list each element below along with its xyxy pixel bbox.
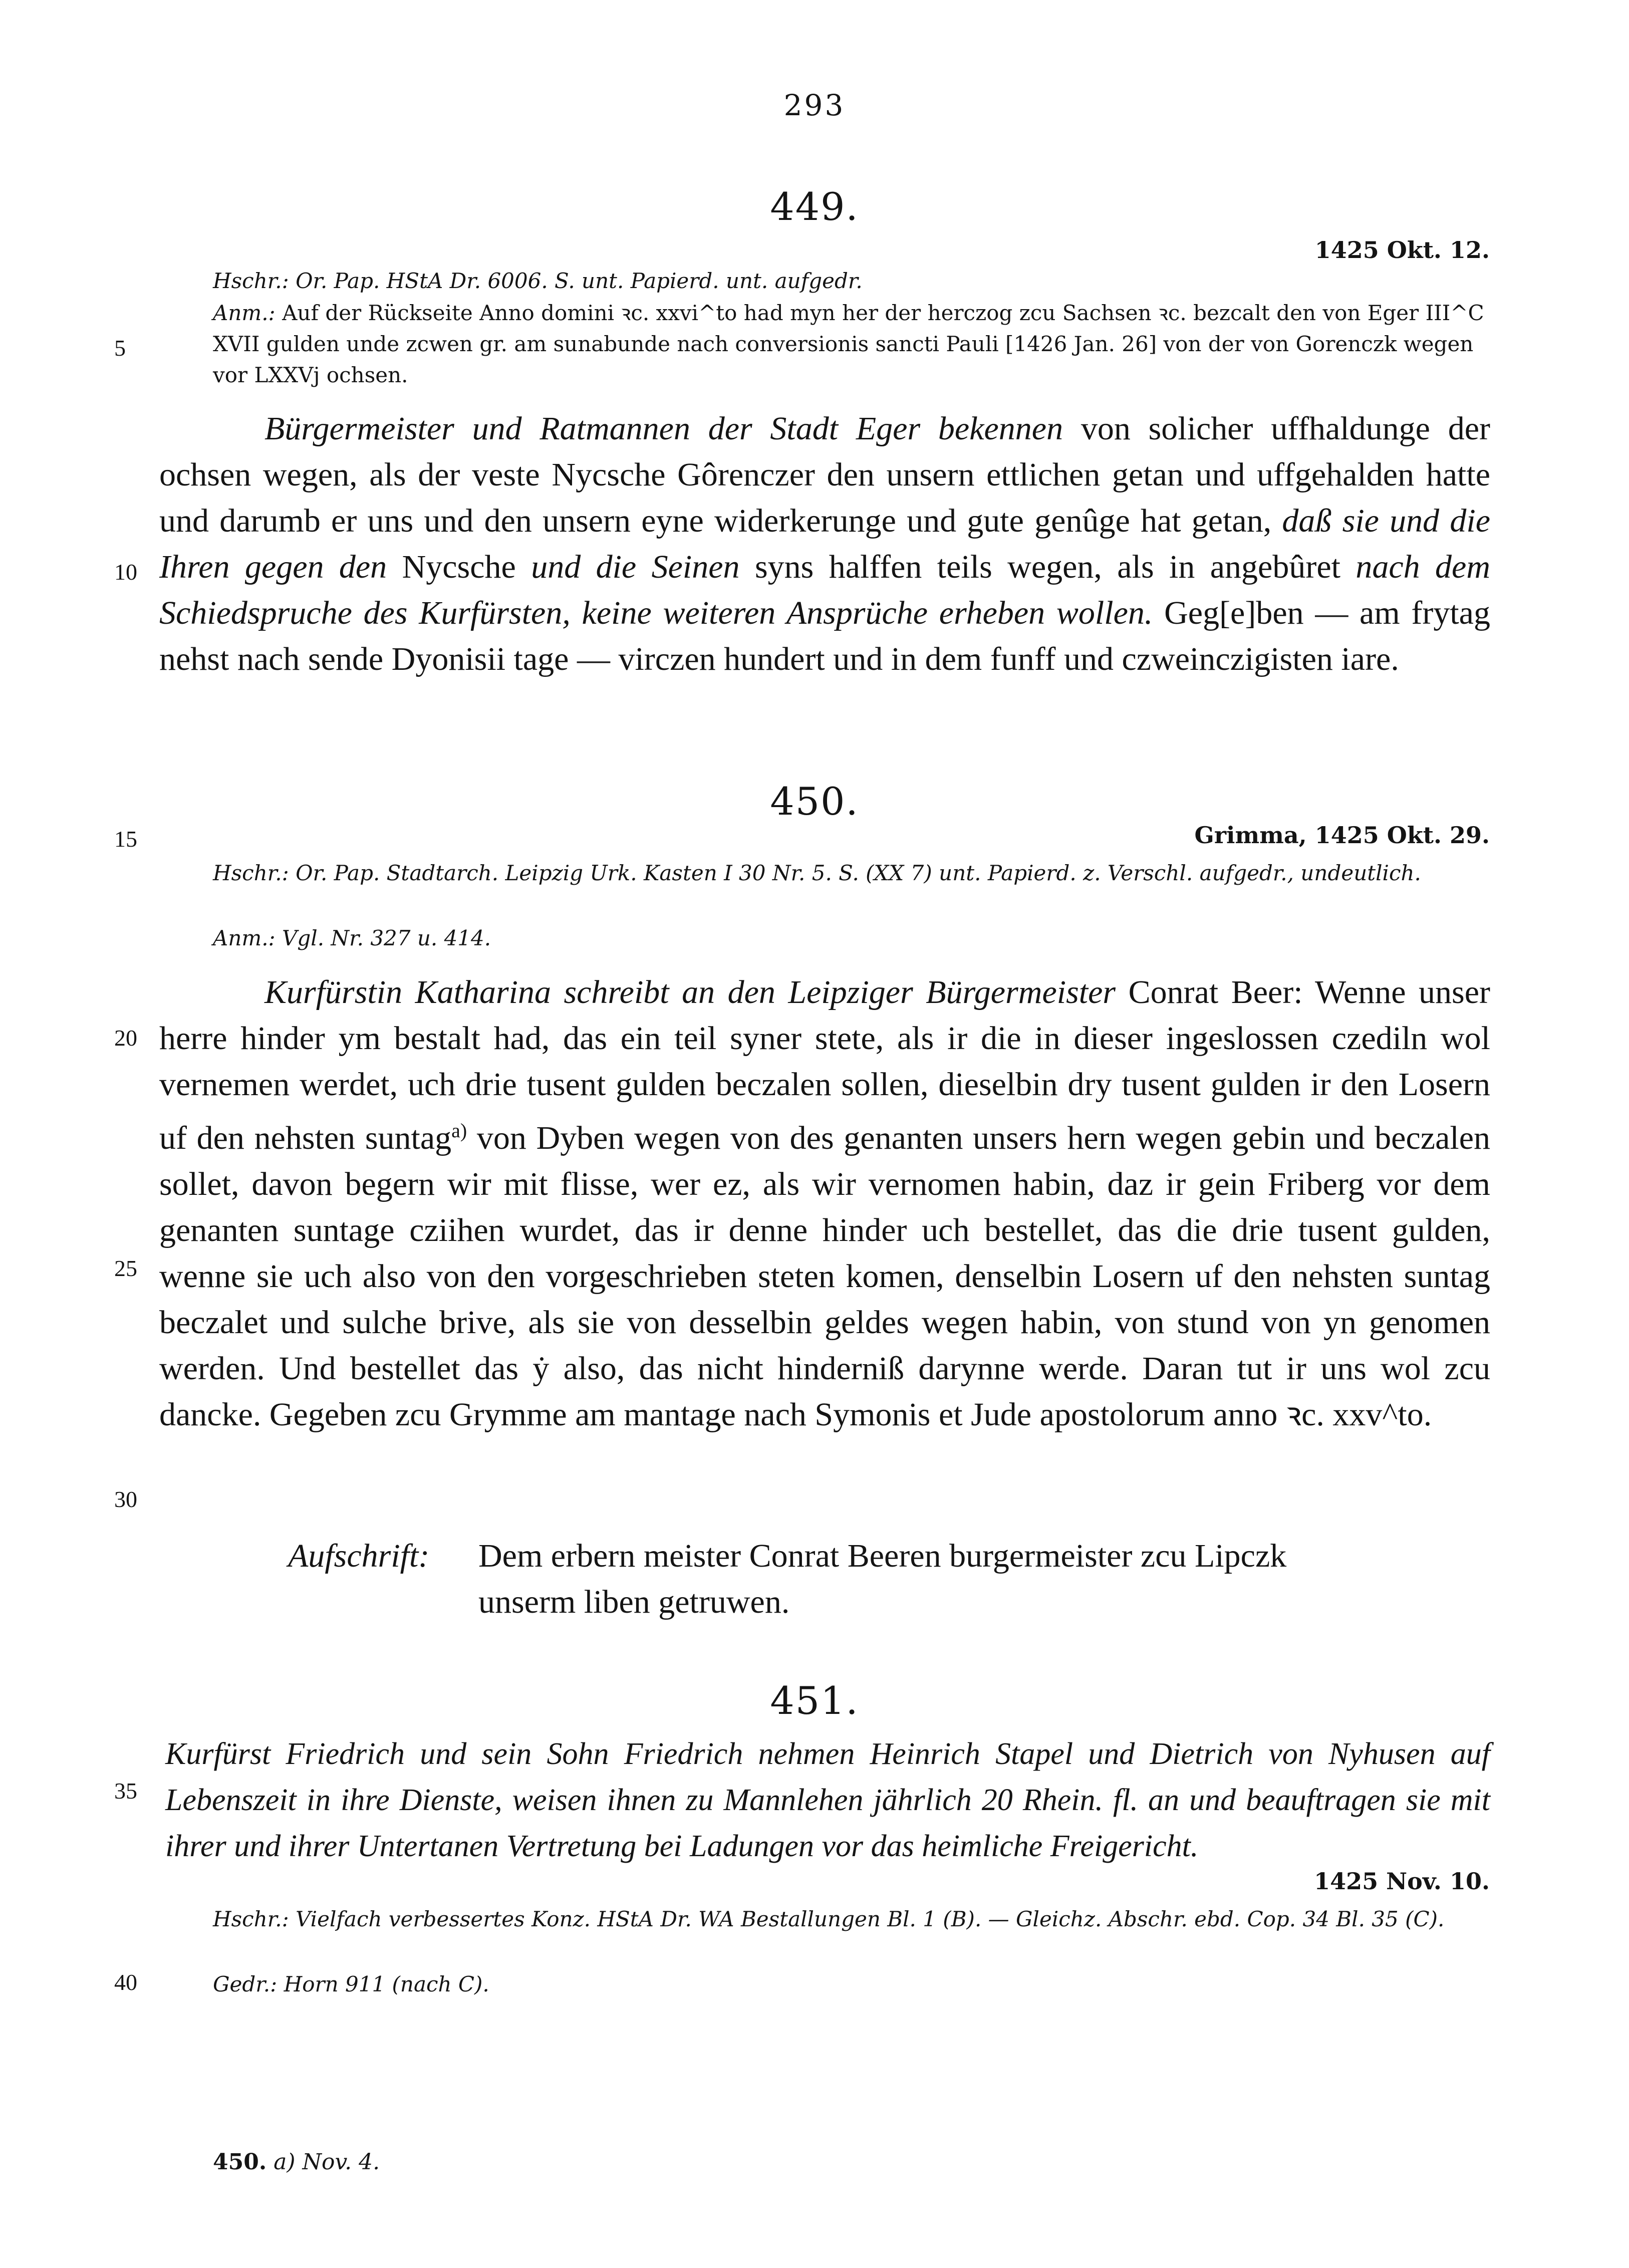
manuscript-note-449: Hschr.: Or. Pap. HStA Dr. 6006. S. unt. Papierd. unt. aufgedr. <box>213 269 863 293</box>
line-number: 15 <box>114 826 137 852</box>
regest-451: Kurfürst Friedrich und sein Sohn Friedrich nehmen Heinrich Stapel und Dietrich von Nyhusen auf Lebenszeit in ihre Dienste, weisen ihnen zu Mannlehen jährlich 20 Rhein. fl. an und beauftragen sie mit ihrer und ihrer Untertanen Vertretung bei Ladungen vor das heimliche Freigericht. <box>165 1737 1490 1863</box>
body-segment: von solicher uffhaldunge der ochsen wegen, als der veste Nycsche Gôrenczer den unsern ettlichen getan und uffgehalden hatte und darumb er uns und den unsern eyne widerkerunge und gute genûge hat getan, <box>159 410 1490 539</box>
footnote-number: 450. <box>213 2149 267 2175</box>
body-segment: Geg[e]ben — am frytag nehst nach sende Dyonisii tage — virczen hundert und in dem funff und czweinczigisten iare. <box>159 595 1490 677</box>
footnote-marker: a) <box>451 1119 467 1142</box>
line-number: 40 <box>114 1969 137 1995</box>
line-number: 10 <box>114 559 137 585</box>
body-italic-segment: Bürgermeister und Ratmannen der Stadt Eger bekennen <box>264 410 1063 447</box>
body-segment: Conrat Beer: Wenne unser herre hinder ym bestalt had, das ein teil syner stete, als ir die in dieser ingeslossen czediln wol vernemen werdet, uch drie tusent gulden beczalen sollen, dieselbin dry tusent gulden ir den Losern uf den nehsten suntag <box>159 974 1490 1156</box>
document-date-451: 1425 Nov. 10. <box>1314 1868 1490 1895</box>
document-date-450: Grimma, 1425 Okt. 29. <box>1194 822 1490 849</box>
annotation-text: Auf der Rückseite Anno domini ꝛc. xxvi^to had myn her der herczog zcu Sachsen ꝛc. bezcalt den von Eger III^C XVII gulden unde zcwen gr. am sunabunde nach conversionis sancti Pauli [1426 Jan. 26] von der von Gorenczk wegen vor LXXVj ochsen. <box>213 301 1484 387</box>
footnote-text: a) Nov. 4. <box>274 2149 380 2175</box>
annotation-label: Anm.: <box>213 301 276 325</box>
body-italic-segment: Kurfürstin Katharina schreibt an den Leipziger Bürgermeister <box>264 974 1116 1011</box>
document-number-450: 450. <box>770 779 859 824</box>
body-segment: Nycsche <box>387 549 531 585</box>
line-number: 35 <box>114 1778 137 1804</box>
address-line: Dem erbern meister Conrat Beeren burgermeister zcu Lipczk <box>478 1538 1287 1574</box>
address-450 <box>288 1533 1490 1625</box>
body-segment: von Dyben wegen von des genanten unsers hern wegen gebin und beczalen sollet, davon begern wir mit flisse, wer ez, als wir vernomen habin, daz ir gein Friberg vor dem genanten suntage cziihen wurdet, das ir denne hinder uch bestellet, das die drie tusent gulden, wenne sie uch also von den vorgeschrieben steten komen, denselbin Losern uf den nehsten suntag beczalet und sulche brive, als sie von desselbin geldes wegen habin, von stund von yn genomen werden. Und bestellet das ẏ also, das nicht hinderniß darynne werde. Daran tut ir uns wol zcu dancke. Gegeben zcu Grymme am mantage nach Symonis et Jude apostolorum anno ꝛc. xxv^to. <box>159 1120 1490 1433</box>
annotation-449 <box>213 298 1490 391</box>
manuscript-note-451: Hschr.: Vielfach verbessertes Konz. HStA Dr. WA Bestallungen Bl. 1 (B). — Gleichz. Abschr. ebd. Cop. 34 Bl. 35 (C). <box>213 1907 1445 1931</box>
footnote <box>213 2149 380 2175</box>
body-text-449 <box>159 406 1490 682</box>
manuscript-note-450: Hschr.: Or. Pap. Stadtarch. Leipzig Urk. Kasten I 30 Nr. 5. S. (XX 7) unt. Papierd. z. Verschl. aufgedr., undeutlich. <box>213 861 1421 885</box>
document-number-449: 449. <box>770 184 859 229</box>
print-note-451: Gedr.: Horn 911 (nach C). <box>213 1972 489 1996</box>
body-segment: syns halffen teils wegen, als in angebûret <box>739 549 1356 585</box>
body-text-450 <box>159 969 1490 1438</box>
address-label: Aufschrift: <box>288 1538 430 1574</box>
line-number: 20 <box>114 1025 137 1051</box>
body-italic-segment: daß sie und die Ihren gegen den <box>159 502 1490 585</box>
line-number: 30 <box>114 1486 137 1512</box>
document-number-451: 451. <box>770 1678 859 1723</box>
document-date-449: 1425 Okt. 12. <box>1314 236 1490 264</box>
address-line: unserm liben getruwen. <box>478 1584 790 1620</box>
line-number: 5 <box>114 335 126 361</box>
line-number: 25 <box>114 1255 137 1281</box>
body-italic-segment: und die Seinen <box>531 549 740 585</box>
page-number: 293 <box>783 88 846 122</box>
annotation-450: Anm.: Vgl. Nr. 327 u. 414. <box>213 926 491 950</box>
body-italic-segment: nach dem Schiedspruche des Kurfürsten, keine weiteren Ansprüche erheben wollen. <box>159 549 1490 631</box>
